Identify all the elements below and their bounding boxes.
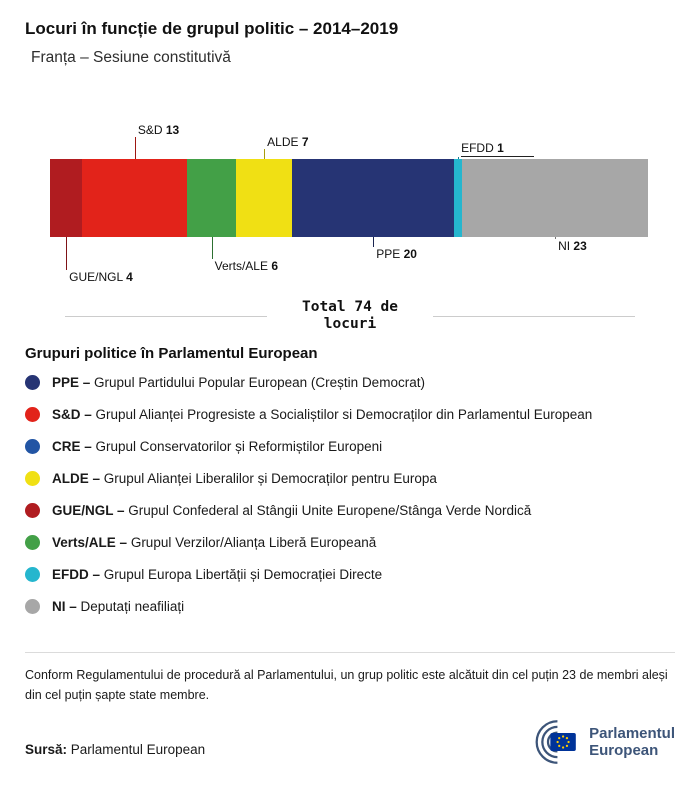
- callout-line-NI: [555, 237, 556, 239]
- callout-line-EFDD: [458, 157, 459, 159]
- legend-item-ni: [25, 599, 675, 614]
- divider: [25, 652, 675, 653]
- legend-item-efdd: [25, 567, 675, 582]
- legend-text: [52, 503, 531, 518]
- ni-color-dot: [25, 599, 40, 614]
- efdd-color-dot: [25, 567, 40, 582]
- callout-label-Verts/ALE: Verts/ALE 6: [214, 259, 278, 273]
- legend-abbr: PPE –: [52, 375, 91, 390]
- ep-logo-line2: European: [589, 742, 659, 759]
- legend-text: [52, 375, 425, 390]
- legend-text: [52, 599, 184, 614]
- legend-text: [52, 471, 437, 486]
- legend-item-cre: [25, 439, 675, 454]
- legend-item-sd: [25, 407, 675, 422]
- page-subtitle: Franța – Sesiune constitutivă: [31, 49, 231, 66]
- legend-desc: Grupul Alianței Liberalilor și Democraților pentru Europa: [103, 471, 437, 486]
- bar-segment-Verts/ALE: [187, 159, 235, 237]
- legend-desc: Grupul Europa Libertății și Democrației Directe: [103, 567, 383, 582]
- total-rule-left: [65, 316, 267, 317]
- cre-color-dot: [25, 439, 40, 454]
- legend-abbr: ALDE –: [52, 471, 101, 486]
- callout-label-NI: NI 23: [558, 239, 587, 253]
- bar-segment-PPE: [292, 159, 454, 237]
- legend-desc: Grupul Partidului Popular European (Creștin Democrat): [94, 375, 425, 390]
- legend-abbr: EFDD –: [52, 567, 101, 582]
- header: [0, 0, 700, 67]
- source-text: Parlamentul European: [70, 742, 206, 757]
- legend-item-vertsale: [25, 535, 675, 550]
- source: [25, 742, 205, 757]
- legend-abbr: CRE –: [52, 439, 92, 454]
- legend-desc: Grupul Verzilor/Alianța Liberă Europeană: [130, 535, 377, 550]
- legend-text: [52, 567, 382, 582]
- legend-desc: Grupul Alianței Progresiste a Socialiștilor si Democraților din Parlamentul European: [95, 407, 593, 422]
- ppe-color-dot: [25, 375, 40, 390]
- callout-line-S&D: [135, 137, 136, 159]
- callout-line-ALDE: [264, 149, 265, 159]
- ep-logo: [515, 719, 675, 765]
- ep-logo-line1: Parlamentul: [589, 725, 675, 742]
- total-row: [65, 299, 635, 333]
- ep-logo-icon: [515, 719, 581, 765]
- legend-abbr: GUE/NGL –: [52, 503, 125, 518]
- legend-heading: Grupuri politice în Parlamentul European: [25, 345, 318, 362]
- legend-abbr: NI –: [52, 599, 77, 614]
- ep-logo-text: [589, 725, 675, 759]
- footnote: Conform Regulamentului de procedură al Parlamentului, un grup politic este alcătuit din cel puțin 23 de membri aleși din cel puțin șapte state membre.: [25, 668, 668, 702]
- seats-chart: [50, 113, 648, 293]
- vertsale-color-dot: [25, 535, 40, 550]
- legend-item-ppe: [25, 375, 675, 390]
- guengl-color-dot: [25, 503, 40, 518]
- total-label: Total 74 de locuri: [301, 299, 399, 332]
- sd-color-dot: [25, 407, 40, 422]
- callout-label-GUE/NGL: GUE/NGL 4: [69, 270, 133, 284]
- callout-label-S&D: S&D 13: [137, 123, 180, 137]
- footer: [0, 719, 700, 765]
- legend-text: [52, 535, 376, 550]
- legend-desc: Deputați neafiliați: [80, 599, 185, 614]
- callout-line-PPE: [373, 237, 374, 247]
- legend: [25, 375, 675, 614]
- bar-segment-EFDD: [454, 159, 462, 237]
- alde-color-dot: [25, 471, 40, 486]
- callout-line-Verts/ALE: [212, 237, 213, 259]
- legend-desc: Grupul Confederal al Stângii Unite Europene/Stânga Verde Nordică: [128, 503, 532, 518]
- legend-text: [52, 407, 592, 422]
- callout-line-GUE/NGL: [66, 237, 67, 270]
- callout-label-ALDE: ALDE 7: [267, 135, 309, 149]
- bar-segment-NI: [462, 159, 648, 237]
- source-label: Sursă:: [25, 742, 68, 757]
- callout-label-PPE: PPE 20: [376, 247, 417, 261]
- stacked-bar: [50, 159, 648, 237]
- page-title: Locuri în funcție de grupul politic – 2014–2019: [25, 19, 399, 38]
- legend-desc: Grupul Conservatorilor și Reformiștilor Europeni: [95, 439, 383, 454]
- bar-segment-ALDE: [236, 159, 293, 237]
- legend-item-guengl: [25, 503, 675, 518]
- bar-segment-GUE/NGL: [50, 159, 82, 237]
- legend-item-alde: [25, 471, 675, 486]
- legend-abbr: Verts/ALE –: [52, 535, 128, 550]
- legend-abbr: S&D –: [52, 407, 92, 422]
- bar-segment-S&D: [82, 159, 187, 237]
- callout-label-EFDD: EFDD 1: [461, 141, 534, 157]
- total-rule-right: [433, 316, 635, 317]
- legend-text: [52, 439, 382, 454]
